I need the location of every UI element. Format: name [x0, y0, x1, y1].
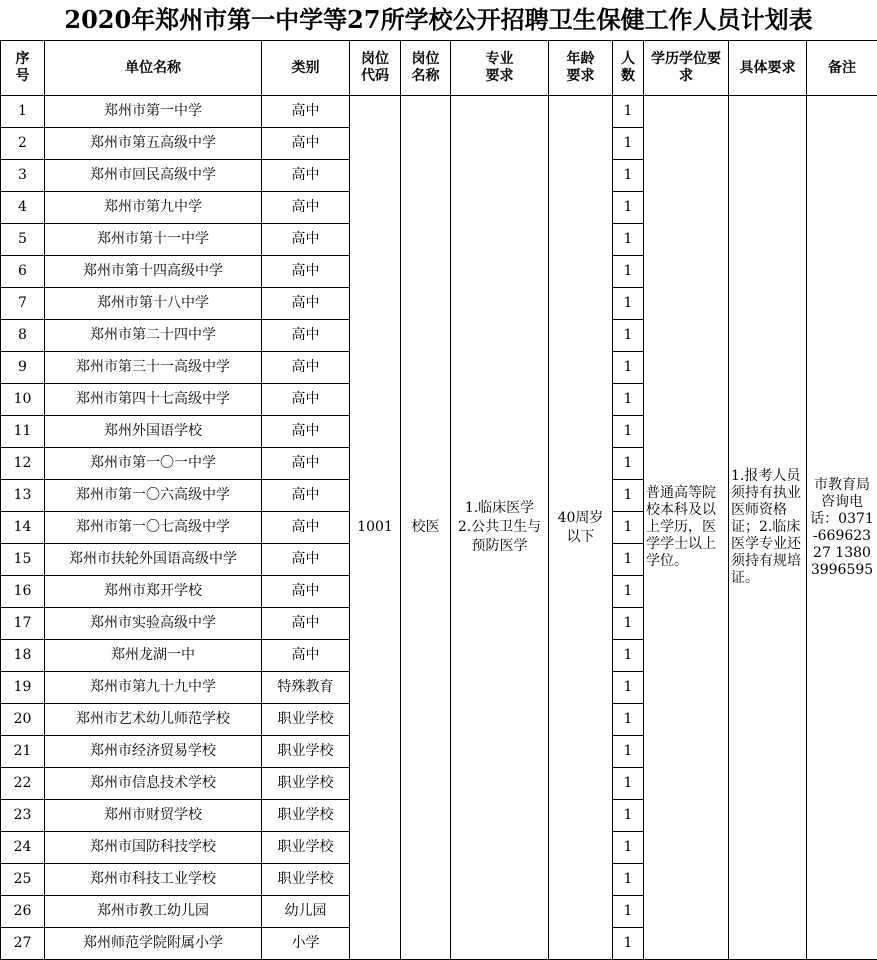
row-unit-name: 郑州市艺术幼儿师范学校 [45, 704, 262, 736]
row-category: 高中 [262, 640, 350, 672]
row-unit-name: 郑州市第三十一高级中学 [45, 352, 262, 384]
header-major: 专业要求 [451, 41, 549, 96]
row-count: 1 [613, 736, 644, 768]
table-body [1, 96, 877, 960]
row-count: 1 [613, 384, 644, 416]
row-count: 1 [613, 576, 644, 608]
row-index: 16 [1, 576, 45, 608]
row-count: 1 [613, 640, 644, 672]
header-education: 学历学位要求 [644, 41, 729, 96]
row-unit-name: 郑州市实验高级中学 [45, 608, 262, 640]
row-count: 1 [613, 320, 644, 352]
row-index: 13 [1, 480, 45, 512]
row-unit-name: 郑州市第一〇一中学 [45, 448, 262, 480]
row-index: 2 [1, 128, 45, 160]
row-index: 27 [1, 928, 45, 960]
row-count: 1 [613, 224, 644, 256]
row-count: 1 [613, 608, 644, 640]
row-category: 高中 [262, 544, 350, 576]
row-index: 17 [1, 608, 45, 640]
row-index: 1 [1, 96, 45, 128]
row-category: 职业学校 [262, 864, 350, 896]
row-unit-name: 郑州市国防科技学校 [45, 832, 262, 864]
header-row [1, 41, 877, 96]
header-post-code: 岗位代码 [350, 41, 401, 96]
row-count: 1 [613, 800, 644, 832]
row-index: 14 [1, 512, 45, 544]
row-unit-name: 郑州市第一〇六高级中学 [45, 480, 262, 512]
row-unit-name: 郑州市扶轮外国语高级中学 [45, 544, 262, 576]
row-index: 10 [1, 384, 45, 416]
row-unit-name: 郑州市经济贸易学校 [45, 736, 262, 768]
row-category: 高中 [262, 448, 350, 480]
row-category: 特殊教育 [262, 672, 350, 704]
row-index: 6 [1, 256, 45, 288]
row-category: 高中 [262, 576, 350, 608]
row-index: 20 [1, 704, 45, 736]
row-count: 1 [613, 512, 644, 544]
row-unit-name: 郑州市第九中学 [45, 192, 262, 224]
row-index: 7 [1, 288, 45, 320]
row-category: 职业学校 [262, 800, 350, 832]
row-category: 高中 [262, 320, 350, 352]
row-count: 1 [613, 192, 644, 224]
row-index: 23 [1, 800, 45, 832]
row-index: 25 [1, 864, 45, 896]
row-unit-name: 郑州市教工幼儿园 [45, 896, 262, 928]
major-cell [451, 96, 549, 960]
row-category: 高中 [262, 352, 350, 384]
row-index: 26 [1, 896, 45, 928]
row-count: 1 [613, 128, 644, 160]
row-category: 高中 [262, 416, 350, 448]
row-category: 高中 [262, 288, 350, 320]
row-category: 职业学校 [262, 768, 350, 800]
row-unit-name: 郑州市第四十七高级中学 [45, 384, 262, 416]
header-index: 序号 [1, 41, 45, 96]
row-category: 高中 [262, 480, 350, 512]
row-category: 高中 [262, 160, 350, 192]
row-unit-name: 郑州市第二十四中学 [45, 320, 262, 352]
row-category: 高中 [262, 256, 350, 288]
row-unit-name: 郑州师范学院附属小学 [45, 928, 262, 960]
table-row [1, 96, 877, 128]
row-unit-name: 郑州市信息技术学校 [45, 768, 262, 800]
major-line-2: 2.公共卫生与预防医学 [451, 518, 548, 556]
row-category: 幼儿园 [262, 896, 350, 928]
header-category: 类别 [262, 41, 350, 96]
row-category: 职业学校 [262, 832, 350, 864]
header-post-name: 岗位名称 [401, 41, 451, 96]
row-index: 24 [1, 832, 45, 864]
row-category: 高中 [262, 384, 350, 416]
header-count: 人数 [613, 41, 644, 96]
header-specific: 具体要求 [729, 41, 807, 96]
row-count: 1 [613, 480, 644, 512]
row-index: 11 [1, 416, 45, 448]
row-category: 高中 [262, 608, 350, 640]
row-index: 4 [1, 192, 45, 224]
row-unit-name: 郑州外国语学校 [45, 416, 262, 448]
page-title: 2020年郑州市第一中学等27所学校公开招聘卫生保健工作人员计划表 [0, 0, 877, 40]
row-unit-name: 郑州市第一中学 [45, 96, 262, 128]
age-cell: 40周岁以下 [549, 96, 613, 960]
row-unit-name: 郑州市郑开学校 [45, 576, 262, 608]
row-index: 21 [1, 736, 45, 768]
row-count: 1 [613, 928, 644, 960]
row-unit-name: 郑州市第九十九中学 [45, 672, 262, 704]
row-unit-name: 郑州市财贸学校 [45, 800, 262, 832]
post-code-cell: 1001 [350, 96, 401, 960]
row-index: 18 [1, 640, 45, 672]
row-unit-name: 郑州市回民高级中学 [45, 160, 262, 192]
header-unit: 单位名称 [45, 41, 262, 96]
row-count: 1 [613, 288, 644, 320]
row-count: 1 [613, 768, 644, 800]
row-category: 高中 [262, 192, 350, 224]
row-category: 职业学校 [262, 736, 350, 768]
header-age: 年龄要求 [549, 41, 613, 96]
row-count: 1 [613, 256, 644, 288]
row-count: 1 [613, 160, 644, 192]
row-category: 小学 [262, 928, 350, 960]
row-index: 22 [1, 768, 45, 800]
row-unit-name: 郑州市第一〇七高级中学 [45, 512, 262, 544]
row-index: 5 [1, 224, 45, 256]
row-index: 3 [1, 160, 45, 192]
row-unit-name: 郑州市第十四高级中学 [45, 256, 262, 288]
row-count: 1 [613, 448, 644, 480]
row-index: 9 [1, 352, 45, 384]
row-count: 1 [613, 896, 644, 928]
row-count: 1 [613, 96, 644, 128]
row-unit-name: 郑州市科技工业学校 [45, 864, 262, 896]
post-name-cell: 校医 [401, 96, 451, 960]
education-cell: 普通高等院校本科及以上学历，医学学士以上学位。 [644, 96, 729, 960]
recruitment-plan-table [0, 40, 877, 960]
row-index: 19 [1, 672, 45, 704]
row-category: 高中 [262, 512, 350, 544]
header-remarks: 备注 [807, 41, 877, 96]
row-unit-name: 郑州龙湖一中 [45, 640, 262, 672]
specific-requirements-cell: 1.报考人员须持有执业医师资格证；2.临床医学专业还须持有规培证。 [729, 96, 807, 960]
remarks-cell: 市教育局咨询电话：0371-66962327 13803996595 [807, 96, 877, 960]
row-count: 1 [613, 544, 644, 576]
row-count: 1 [613, 672, 644, 704]
row-count: 1 [613, 864, 644, 896]
row-count: 1 [613, 352, 644, 384]
row-category: 职业学校 [262, 704, 350, 736]
row-category: 高中 [262, 128, 350, 160]
row-index: 8 [1, 320, 45, 352]
row-unit-name: 郑州市第十八中学 [45, 288, 262, 320]
row-category: 高中 [262, 224, 350, 256]
row-count: 1 [613, 832, 644, 864]
row-unit-name: 郑州市第五高级中学 [45, 128, 262, 160]
row-index: 15 [1, 544, 45, 576]
row-category: 高中 [262, 96, 350, 128]
row-unit-name: 郑州市第十一中学 [45, 224, 262, 256]
major-line-1: 1.临床医学 [451, 499, 548, 518]
row-index: 12 [1, 448, 45, 480]
row-count: 1 [613, 704, 644, 736]
row-count: 1 [613, 416, 644, 448]
